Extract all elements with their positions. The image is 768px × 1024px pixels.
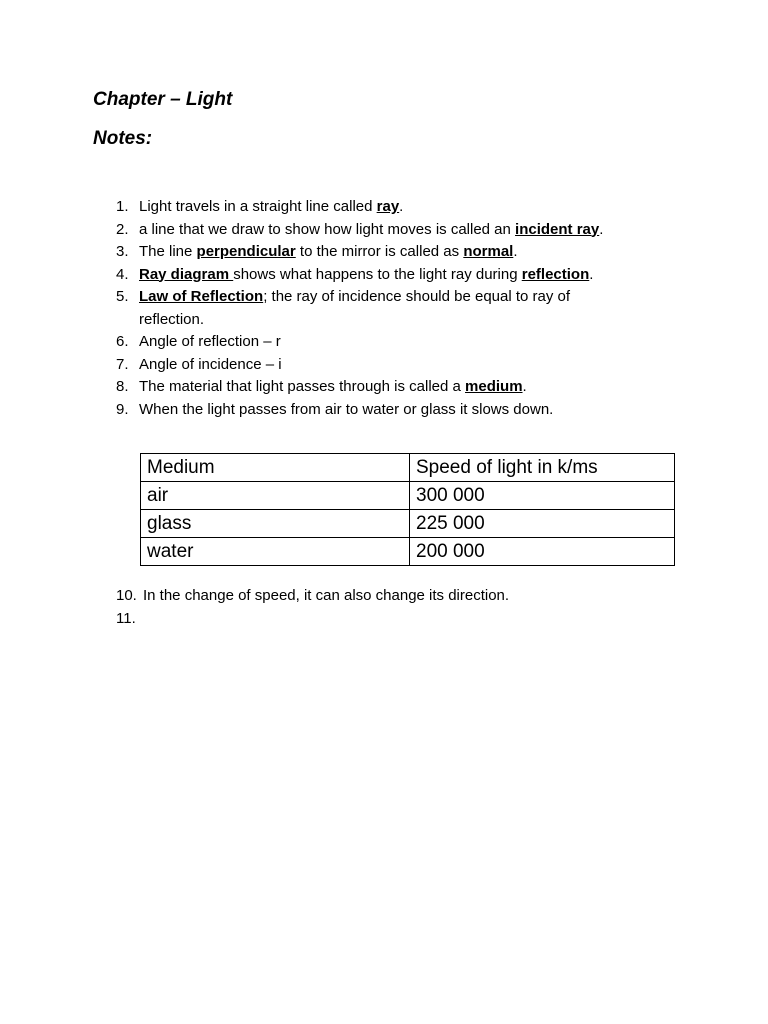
list-item-text: Angle of reflection – r	[139, 333, 281, 350]
list-item-number: 4.	[116, 265, 129, 283]
table-cell-speed: 300 000	[410, 482, 675, 510]
list-item-number: 2.	[116, 220, 129, 238]
speed-of-light-table	[140, 453, 675, 566]
list-item-text: to the mirror is called as	[295, 243, 464, 260]
list-item-text: .	[513, 243, 518, 260]
list-item	[0, 585, 633, 608]
list-item-text: ; the ray of incidence should be equal to ray of reflection.	[139, 288, 571, 328]
list-item-text: .	[522, 378, 527, 395]
list-item	[0, 264, 629, 287]
list-item-number: 8.	[116, 378, 129, 395]
table-header-row	[141, 454, 675, 482]
table-row	[141, 482, 675, 510]
list-item-number: 5.	[116, 288, 129, 305]
table-cell-speed: 200 000	[410, 538, 675, 566]
keyword-term: incident ray	[515, 220, 600, 238]
list-item-number: 3.	[116, 243, 129, 260]
keyword-term: normal	[463, 243, 514, 260]
column-header-speed: Speed of light in k/ms	[410, 454, 675, 482]
list-item-number: 1.	[116, 198, 129, 215]
table-cell-medium: water	[141, 538, 410, 566]
keyword-term: Law of Reflection	[139, 288, 264, 305]
list-item-text: .	[589, 265, 594, 283]
list-item-number: 10.	[116, 587, 137, 604]
list-item	[0, 286, 629, 331]
table-cell-medium: air	[141, 482, 410, 510]
table-row	[141, 538, 675, 566]
list-item	[0, 376, 629, 399]
keyword-term: reflection	[521, 265, 590, 283]
list-item-number: 11.	[116, 609, 136, 627]
list-item-number: 7.	[116, 355, 129, 373]
list-item-text: The material that light passes through is called a	[139, 378, 466, 395]
notes-list-continued	[0, 585, 633, 627]
table-cell-speed: 225 000	[410, 510, 675, 538]
notes-list	[0, 196, 629, 421]
list-item-number: 9.	[116, 400, 129, 418]
list-item-text: shows what happens to the light ray during	[233, 265, 522, 283]
chapter-title: Chapter – Light	[93, 89, 233, 110]
table-row	[141, 510, 675, 538]
keyword-term: ray	[376, 198, 400, 215]
list-item	[0, 399, 629, 422]
list-item	[0, 219, 629, 242]
list-item	[0, 196, 629, 219]
list-item	[0, 354, 629, 377]
list-item	[0, 241, 629, 264]
list-item-text: a line that we draw to show how light moves is called an	[139, 220, 516, 238]
notes-heading: Notes:	[93, 128, 153, 149]
list-item-text: .	[399, 198, 404, 215]
list-item-text: .	[599, 220, 604, 238]
keyword-term: perpendicular	[196, 243, 296, 260]
list-item-number: 6.	[116, 333, 129, 350]
list-item-text: Light travels in a straight line called	[139, 198, 377, 215]
keyword-term: medium	[465, 378, 523, 395]
table-cell-medium: glass	[141, 510, 410, 538]
list-item	[0, 331, 629, 354]
list-item-text: Angle of incidence – i	[139, 355, 282, 373]
keyword-term: Ray diagram	[139, 265, 234, 283]
list-item-text: The line	[139, 243, 197, 260]
column-header-medium: Medium	[141, 454, 410, 482]
list-item-text: When the light passes from air to water or glass it slows down.	[139, 400, 554, 418]
list-item-text: In the change of speed, it can also change its direction.	[143, 587, 510, 604]
